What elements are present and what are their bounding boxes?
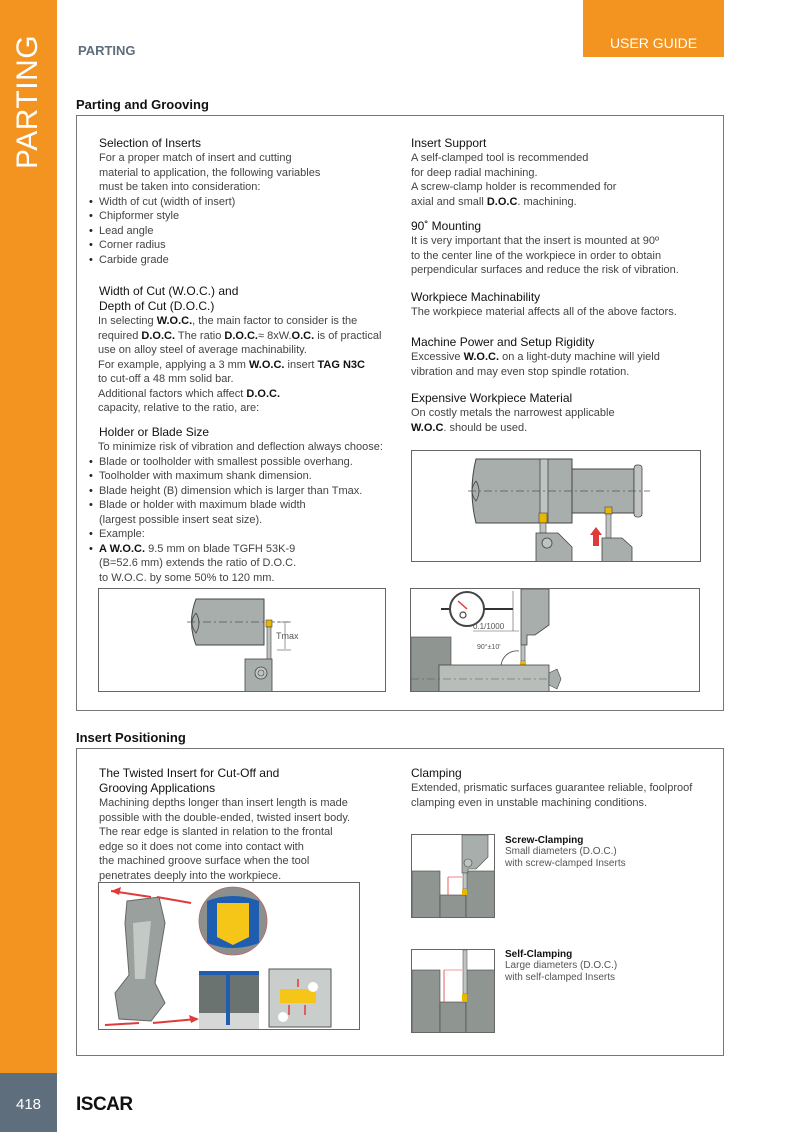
machinability-line: The workpiece material affects all of the above factors.: [411, 305, 677, 318]
insert-support-line: A self-clamped tool is recommended: [411, 152, 589, 164]
figure-twisted-insert: [98, 882, 360, 1030]
text: is of practical: [314, 329, 382, 342]
bold-term: W.O.C.: [463, 351, 500, 363]
selection-bullet: • Chipformer style: [89, 209, 389, 224]
woc-heading-2: Depth of Cut (D.O.C.): [99, 299, 215, 313]
power-line: [411, 350, 721, 365]
bold-term: W.O.C.: [249, 358, 285, 371]
mounting-line: to the center line of the workpiece in order to obtain: [411, 249, 662, 262]
screw-clamping-caption: [505, 835, 626, 870]
text: . should be used.: [443, 421, 528, 434]
insert-support-line: [411, 195, 721, 210]
insert-right: [605, 507, 612, 514]
insert-positioning-heading: Insert Positioning: [76, 730, 186, 745]
machinability-heading: Workpiece Machinability: [411, 289, 541, 304]
woc-line-2: [89, 329, 399, 344]
selection-intro-1: For a proper match of insert and cutting: [99, 152, 292, 164]
dial-indicator-illustration: [411, 589, 700, 692]
text: ≈ 8xW.: [258, 329, 292, 342]
woc-line-6: [89, 387, 399, 402]
bold-term: D.O.C: [486, 195, 518, 208]
text: . machining.: [517, 195, 577, 208]
selection-heading: Selection of Inserts: [99, 136, 202, 150]
angle-label: 90°±10': [477, 644, 501, 651]
holder-bullet-cont: (B=52.6 mm) extends the ratio of D.O.C.: [99, 557, 297, 569]
woc-line-5: to cut-off a 48 mm solid bar.: [98, 373, 234, 385]
insert-left: [539, 513, 547, 523]
selection-bullet: • Corner radius: [89, 238, 389, 253]
text: axial and small: [411, 195, 487, 208]
sidebar-label-text: PARTING: [11, 34, 44, 170]
selection-intro-3: must be taken into consideration:: [99, 181, 261, 193]
expensive-line: On costly metals the narrowest applicable: [411, 407, 615, 419]
holder-bullet-cont: (largest possible insert seat size).: [99, 513, 263, 526]
figure-screw-clamping: [411, 834, 495, 918]
bold-term: O.C.: [291, 329, 315, 342]
user-guide-text: USER GUIDE: [609, 35, 698, 51]
expensive-heading: Expensive Workpiece Material: [411, 391, 573, 405]
self-clamping-line: with self-clamped Inserts: [505, 972, 616, 983]
woc-line-3: use on alloy steel of average machinability.: [98, 344, 307, 356]
woc-doc-section: [89, 284, 399, 416]
mounting-heading: 90˚ Mounting: [411, 219, 482, 233]
clamping-heading: Clamping: [411, 766, 462, 780]
text: 9.5 mm on blade TGFH 53K-9: [145, 542, 296, 555]
clamping-section: [411, 766, 721, 810]
holder-bullet: • Blade or holder with maximum blade width: [89, 498, 399, 513]
self-clamping-illustration: [412, 950, 495, 1033]
selection-bullet: • Width of cut (width of insert): [89, 195, 389, 210]
twisted-heading-2: Grooving Applications: [99, 781, 216, 795]
twisted-line: the machined groove surface when the tool: [99, 855, 310, 867]
figure-self-clamping: [411, 949, 495, 1033]
tolerance-label: 0.1/1000: [473, 622, 505, 631]
text: on a light-duty machine will yield: [499, 351, 660, 363]
mounting-line: It is very important that the insert is mounted at 90º: [411, 235, 659, 247]
woc-line-4: [89, 358, 399, 373]
screw-clamping-title: Screw-Clamping: [505, 835, 584, 846]
insert-support-line: for deep radial machining.: [411, 166, 538, 179]
holder-bullet: • Blade or toolholder with smallest possible overhang.: [89, 455, 399, 470]
twisted-line: The rear edge is slanted in relation to the frontal: [99, 826, 333, 838]
text: insert: [284, 358, 318, 371]
brand-logo: ISCAR: [76, 1094, 133, 1115]
text: For example, applying a 3 mm: [98, 358, 250, 371]
user-guide-badge: [583, 0, 724, 57]
insert-support-line: A screw-clamp holder is recommended for: [411, 181, 617, 193]
holder-bullet: [89, 542, 399, 557]
bold-term: D.O.C.: [141, 329, 176, 342]
selection-bullet: • Carbide grade: [89, 253, 389, 268]
woc-line-1: [89, 314, 399, 329]
sidebar-tab: [0, 0, 57, 1073]
twisted-line: edge so it does not come into contact with: [99, 840, 304, 853]
sidebar-section-label: [8, 34, 48, 170]
text: In selecting: [98, 315, 157, 327]
holder-bullet-cont: to W.O.C. by some 50% to 120 mm.: [99, 571, 275, 584]
text: required: [98, 329, 142, 342]
holder-blade-section: [89, 425, 399, 585]
bold-term: A W.O.C.: [99, 542, 146, 555]
selection-bullet: • Lead angle: [89, 224, 389, 239]
clamping-line: clamping even in unstable machining conditions.: [411, 796, 648, 809]
twisted-line: Machining depths longer than insert length is made: [99, 797, 348, 809]
selection-intro-2: material to application, the following variables: [99, 166, 321, 179]
text: The ratio: [175, 329, 225, 342]
tmax-illustration: [99, 589, 386, 692]
parting-grooving-heading: Parting and Grooving: [76, 97, 209, 112]
bold-term: TAG N3C: [317, 358, 365, 371]
self-clamping-line: Large diameters (D.O.C.): [505, 960, 618, 971]
right-column-text: [411, 136, 721, 435]
figure-tool-setup: [411, 450, 701, 562]
twisted-insert-section: [99, 766, 399, 883]
screw-clamping-line: Small diameters (D.O.C.): [505, 846, 617, 857]
power-line: vibration and may even stop spindle rotation.: [411, 365, 630, 378]
text: Additional factors which affect: [98, 387, 247, 400]
holder-bullet: • Example:: [89, 527, 399, 542]
figure-tmax: [98, 588, 386, 692]
insert-support-heading: Insert Support: [411, 136, 487, 150]
mounting-line: perpendicular surfaces and reduce the risk of vibration.: [411, 264, 679, 276]
twisted-line: penetrates deeply into the workpiece.: [99, 869, 282, 882]
self-clamping-caption: [505, 949, 617, 984]
self-clamping-title: Self-Clamping: [505, 949, 573, 960]
bold-term: D.O.C.: [224, 329, 258, 342]
screw-clamping-illustration: [412, 835, 495, 918]
tool-setup-illustration: [412, 451, 701, 562]
holder-heading: Holder or Blade Size: [99, 425, 210, 439]
text: , the main factor to consider is the: [192, 315, 358, 327]
tmax-label: Tmax: [276, 631, 299, 641]
page-number-box: [0, 1073, 57, 1132]
section-title: PARTING: [78, 43, 136, 58]
clamping-line: Extended, prismatic surfaces guarantee reliable, foolproof: [411, 782, 693, 794]
feed-arrow-icon: [590, 527, 602, 546]
screw-clamping-line: with screw-clamped Inserts: [505, 858, 626, 869]
woc-line-7: capacity, relative to the ratio, are:: [98, 402, 260, 414]
figure-dial-indicator: [410, 588, 700, 692]
twisted-line: possible with the double-ended, twisted insert body.: [99, 811, 351, 824]
bold-term: W.O.C.: [156, 315, 193, 327]
bold-term: D.O.C.: [246, 387, 281, 400]
holder-intro: To minimize risk of vibration and deflection always choose:: [98, 441, 383, 453]
text: Excessive: [411, 351, 464, 363]
holder-bullet: • Toolholder with maximum shank dimension.: [89, 469, 399, 484]
twisted-heading-1: The Twisted Insert for Cut-Off and: [99, 766, 280, 780]
page-number: 418: [15, 1096, 42, 1113]
bold-term: W.O.C: [411, 421, 444, 434]
power-heading: Machine Power and Setup Rigidity: [411, 335, 595, 349]
holder-bullet: • Blade height (B) dimension which is larger than Tmax.: [89, 484, 399, 499]
woc-heading-1: Width of Cut (W.O.C.) and: [99, 284, 239, 298]
expensive-line: [411, 421, 721, 436]
selection-of-inserts: [89, 136, 389, 267]
twisted-insert-illustration: [99, 883, 360, 1030]
